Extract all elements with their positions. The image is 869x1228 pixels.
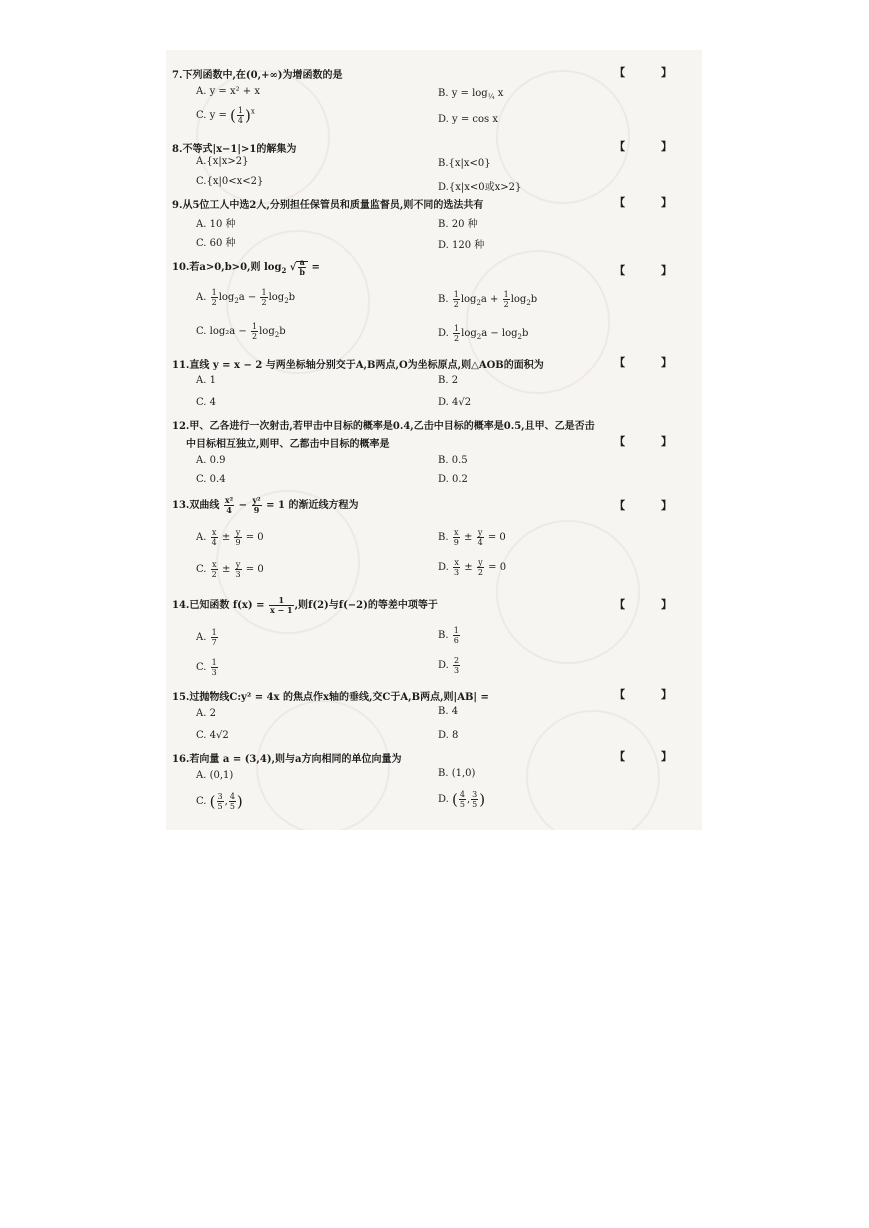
exam-sheet (166, 50, 702, 830)
q14-option-c: C. $\frac{1}{3}$ (196, 658, 217, 677)
q14-option-d: D. $\frac{2}{3}$ (438, 656, 460, 675)
question-7-stem: 7.下列函数中,在(0,+∞)为增函数的是 (172, 70, 343, 81)
answer-bracket: 【 】 (614, 140, 688, 153)
question-15-stem: 15.过抛物线C:y² = 4x 的焦点作x轴的垂线,交C于A,B两点,则|AB| = (172, 692, 489, 703)
q7-option-b: B. $y = \log_{\frac{1}{4}} x$ (438, 88, 504, 101)
question-12-stem: 12.甲、乙各进行一次射击,若甲击中目标的概率是0.4,乙击中目标的概率是0.5,且甲、乙是否击 (172, 421, 595, 432)
answer-bracket: 【 】 (614, 435, 688, 448)
q11-option-c: C. 4 (196, 397, 217, 408)
answer-bracket: 【 】 (614, 499, 688, 512)
q15-option-a: A. 2 (196, 708, 216, 719)
questions-content (166, 50, 702, 830)
answer-bracket: 【 】 (614, 196, 688, 209)
q9-option-c: C. 60 种 (196, 238, 236, 249)
q8-option-a: A.{x|x>2} (196, 156, 249, 167)
q16-option-b: B. (1,0) (438, 768, 476, 779)
q8-option-c: C.{x|0<x<2} (196, 176, 264, 187)
q13-option-a: A. $\frac{x}{4}$ ± $\frac{y}{9}$ = 0 (196, 528, 264, 547)
q8-option-d: D.{x|x<0或x>2} (438, 182, 522, 193)
q12-option-c: C. 0.4 (196, 474, 226, 485)
q7-option-d: D. y = cos x (438, 114, 498, 125)
q10-option-d: D. $\frac{1}{2}$ $\log_2a - \log_2b$ (438, 324, 529, 343)
q15-option-c: C. 4√2 (196, 730, 229, 741)
q12-option-a: A. 0.9 (196, 455, 226, 466)
answer-bracket: 【 】 (614, 688, 688, 701)
question-9-stem: 9.从5位工人中选2人,分别担任保管员和质量监督员,则不同的选法共有 (172, 200, 484, 211)
question-10-stem: 10.若a>0,b>0,则 $\log_2$ √ $\frac{a}{b}$ = (172, 257, 320, 277)
q9-option-a: A. 10 种 (196, 219, 236, 230)
question-8-stem: 8.不等式|x−1|>1的解集为 (172, 144, 297, 155)
q9-option-d: D. 120 种 (438, 240, 485, 251)
answer-bracket: 【 】 (614, 264, 688, 277)
q11-option-d: D. 4√2 (438, 397, 472, 408)
answer-bracket: 【 】 (614, 66, 688, 79)
q10-option-b: B. $\frac{1}{2}$ $\log_2a$ + $\frac{1}{2}$ $\log_2b$ (438, 290, 538, 309)
q14-option-b: B. $\frac{1}{6}$ (438, 626, 459, 645)
question-13-stem: 13.双曲线 $\frac{\text{x²}}{4}$ − $\frac{\text{y²}}{9}$ = 1 的渐近线方程为 (172, 495, 359, 515)
answer-bracket: 【 】 (614, 750, 688, 763)
answer-bracket: 【 】 (614, 598, 688, 611)
question-14-stem: 14.已知函数 f(x) = $\frac{1}{x - 1}$ ,则f(2)与f(−2)的等差中项等于 (172, 595, 438, 615)
q12-option-b: B. 0.5 (438, 455, 468, 466)
q16-option-d: D. ( $\frac{4}{5}$ , $\frac{3}{5}$ ) (438, 790, 486, 809)
q16-option-c: C. ( $\frac{3}{5}$ , $\frac{4}{5}$ ) (196, 792, 243, 811)
answer-bracket: 【 】 (614, 356, 688, 369)
q8-option-b: B.{x|x<0} (438, 158, 491, 169)
q15-option-d: D. 8 (438, 730, 459, 741)
q13-option-c: C. $\frac{x}{2}$ ± $\frac{y}{3}$ = 0 (196, 560, 264, 579)
q15-option-b: B. 4 (438, 706, 459, 717)
q7-option-c: C. y = ( $\frac{1}{4}$ )$^x$ (196, 106, 255, 125)
q11-option-a: A. 1 (196, 375, 216, 386)
question-12-stem-line2: 中目标相互独立,则甲、乙都击中目标的概率是 (186, 439, 390, 450)
q13-option-b: B. $\frac{x}{9}$ ± $\frac{y}{4}$ = 0 (438, 528, 506, 547)
question-16-stem: 16.若向量 a = (3,4),则与a方向相同的单位向量为 (172, 754, 402, 765)
q10-option-a: A. $\frac{1}{2}$ $\log_2a$ − $\frac{1}{2}$ $\log_2b$ (196, 288, 296, 307)
q11-option-b: B. 2 (438, 375, 459, 386)
question-11-stem: 11.直线 y = x − 2 与两坐标轴分别交于A,B两点,O为坐标原点,则△AOB的面积为 (172, 360, 544, 371)
q16-option-a: A. (0,1) (196, 770, 234, 781)
q13-option-d: D. $\frac{x}{3}$ ± $\frac{y}{2}$ = 0 (438, 558, 507, 577)
q7-option-a: A. y = x² + x (196, 86, 260, 97)
q9-option-b: B. 20 种 (438, 219, 478, 230)
q14-option-a: A. $\frac{1}{7}$ (196, 628, 217, 647)
q10-option-c: C. log₂a − $\frac{1}{2}$ $\log_2b$ (196, 322, 286, 341)
q12-option-d: D. 0.2 (438, 474, 468, 485)
